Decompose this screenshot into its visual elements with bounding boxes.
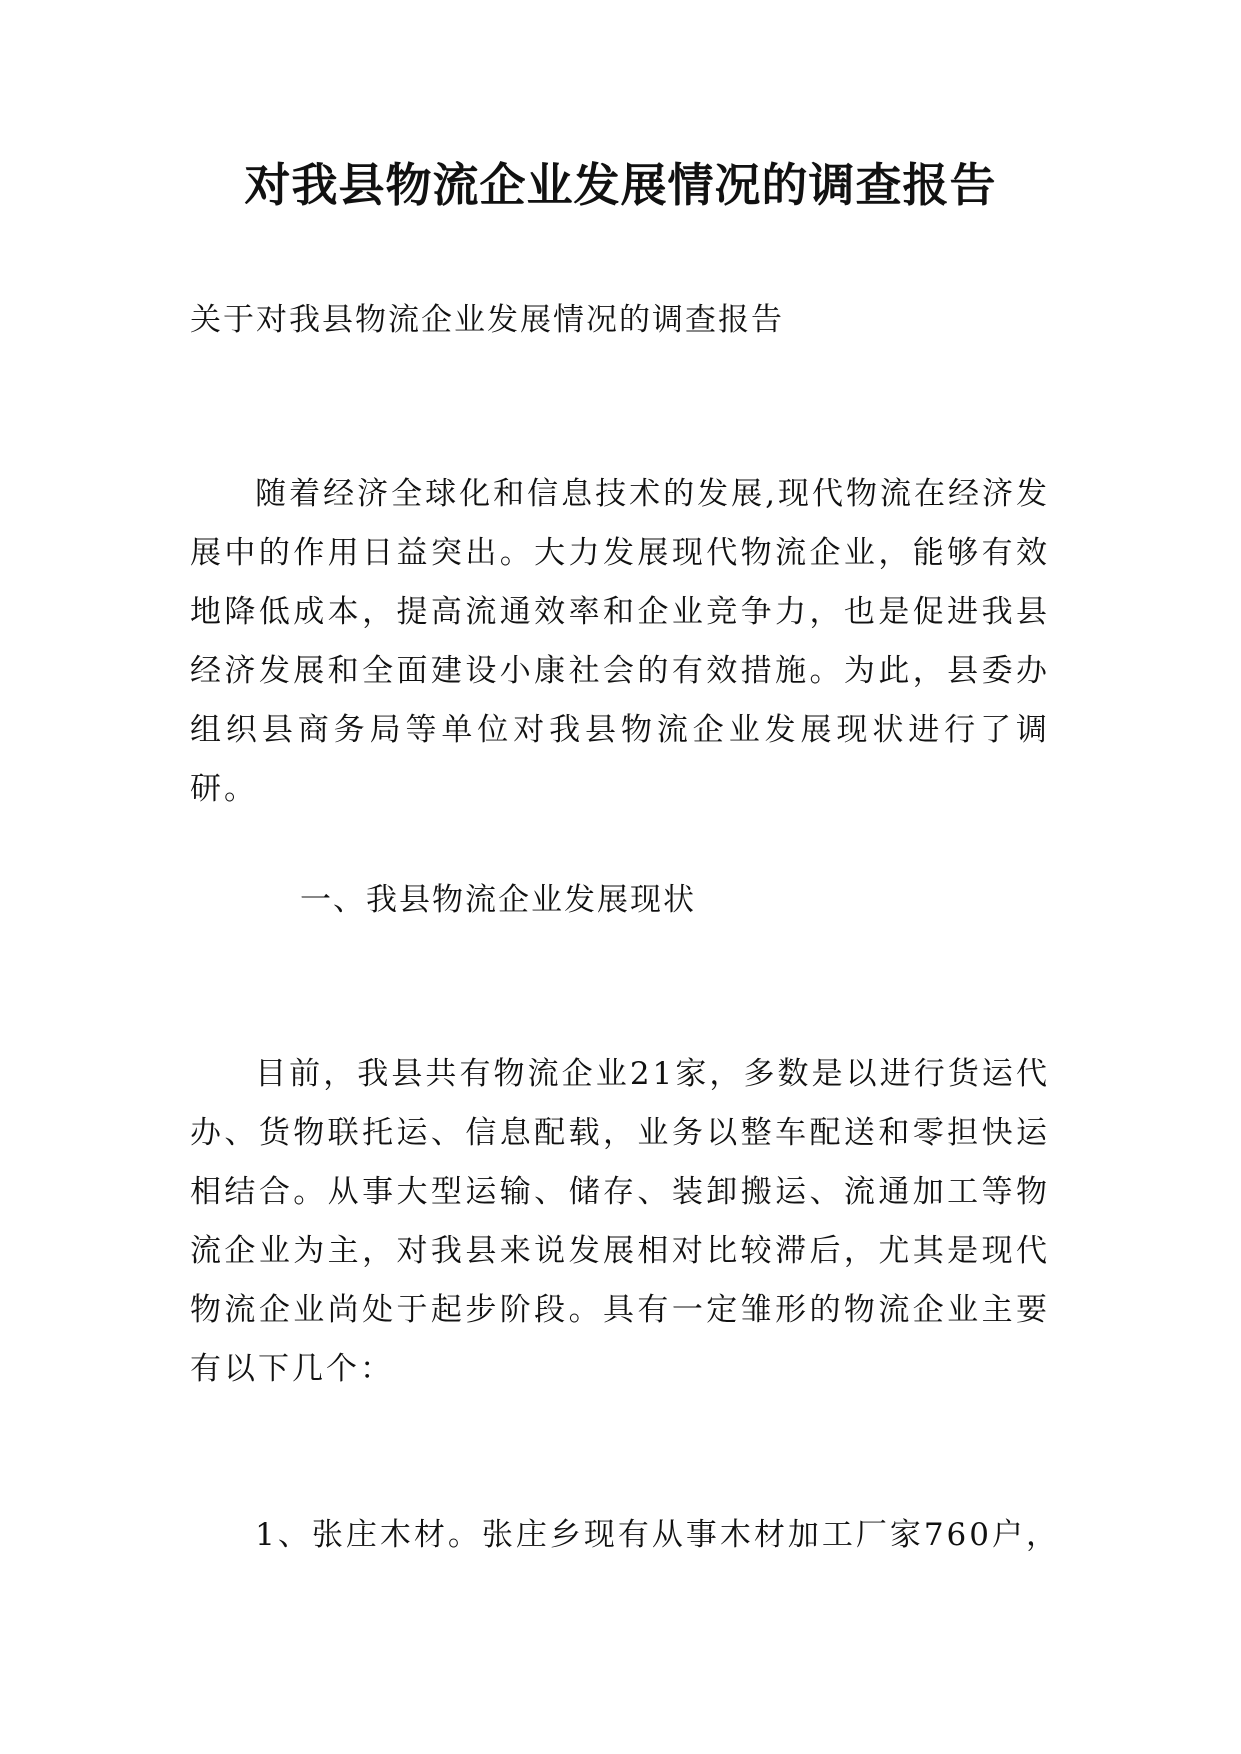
document-subtitle: 关于对我县物流企业发展情况的调查报告 — [190, 302, 784, 338]
paragraph-intro: 随着经济全球化和信息技术的发展,现代物流在经济发展中的作用日益突出。大力发展现代物流企业，能够有效地降低成本，提高流通效率和企业竞争力，也是促进我县经济发展和全面建设小康社会的有效措施。为此，县委办组织县商务局等单位对我县物流企业发展现状进行了调研。 — [190, 476, 1050, 807]
section-heading: 一、我县物流企业发展现状 — [300, 882, 696, 918]
paragraph-current-status: 目前，我县共有物流企业21家，多数是以进行货运代办、货物联托运、信息配载，业务以整车配送和零担快运相结合。从事大型运输、储存、装卸搬运、流通加工等物流企业为主，对我县来说发展相对比较滞后，尤其是现代物流企业尚处于起步阶段。具有一定雏形的物流企业主要有以下几个： — [190, 1056, 1050, 1387]
paragraph-list-item-1: 1、张庄木材。张庄乡现有从事木材加工厂家760户， — [255, 1517, 1060, 1553]
document-title: 对我县物流企业发展情况的调查报告 — [244, 158, 997, 212]
